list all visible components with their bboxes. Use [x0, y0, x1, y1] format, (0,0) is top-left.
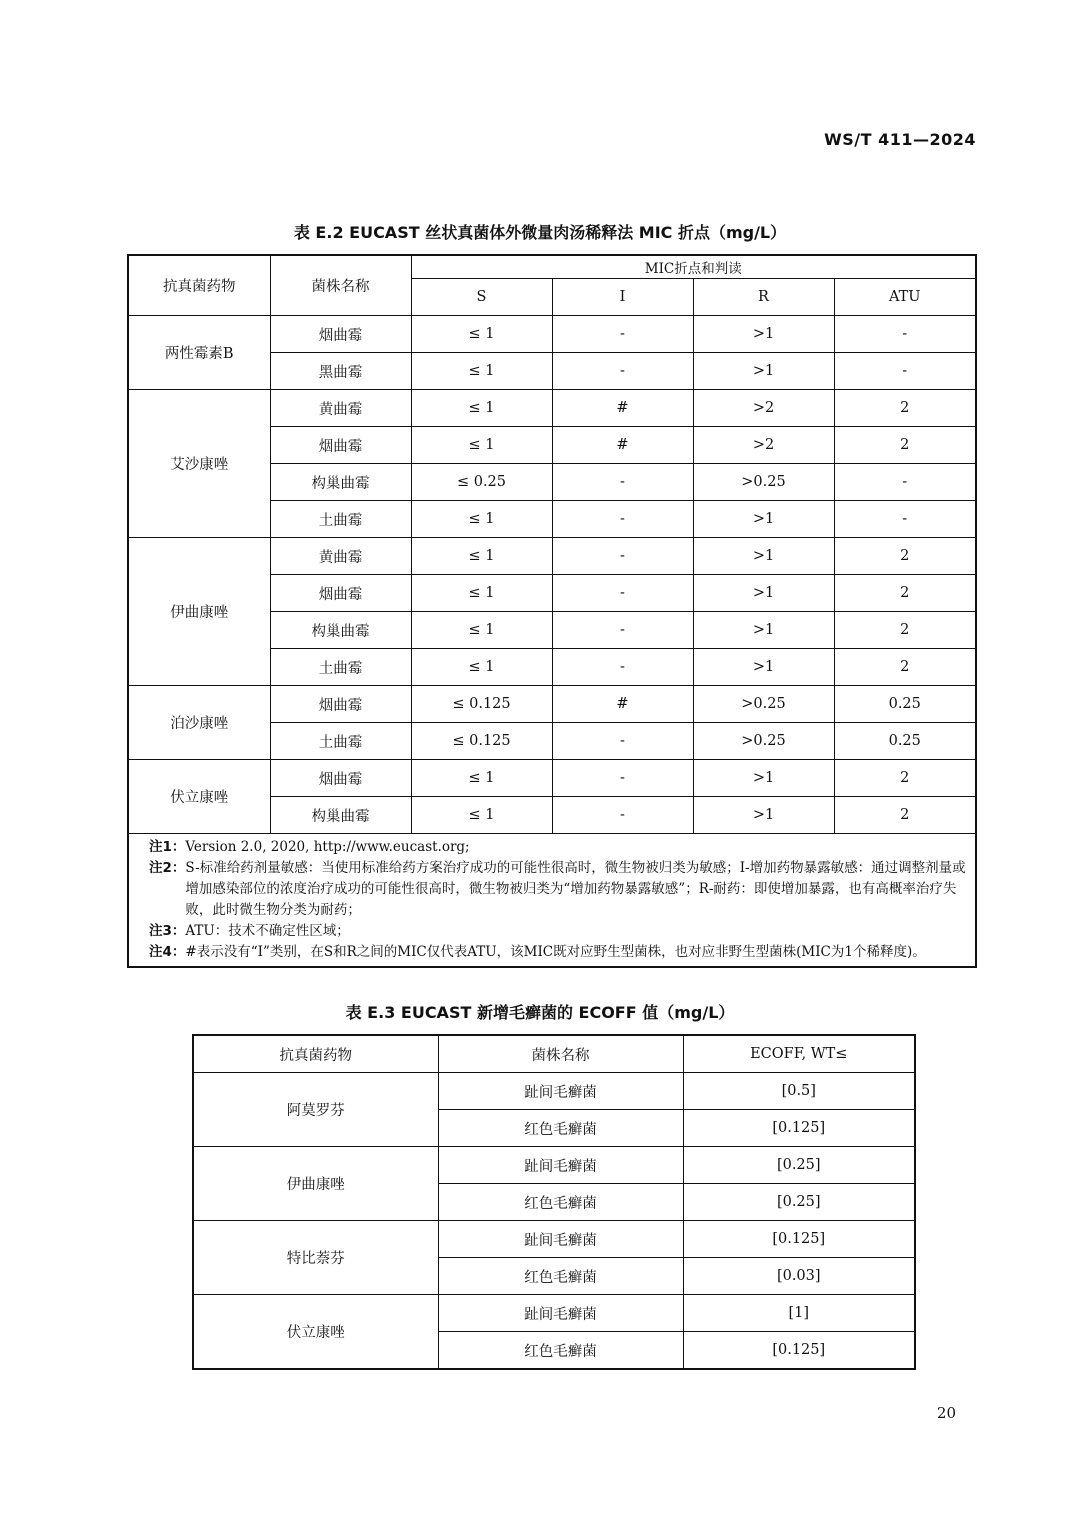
strain-name: 构巢曲霉 [270, 612, 411, 649]
value-r: >0.25 [693, 464, 834, 501]
strain-name: 黄曲霉 [270, 538, 411, 575]
strain-name: 烟曲霉 [270, 427, 411, 464]
value-s: ≤ 1 [411, 575, 552, 612]
note-text: #表示没有“I”类别，在S和R之间的MIC仅代表ATU，该MIC既对应野生型菌株，也对应非野生型菌株(MIC为1个稀释度)。 [185, 944, 926, 960]
note [149, 858, 973, 921]
header-drug: 抗真菌药物 [193, 1035, 438, 1073]
strain-name: 烟曲霉 [270, 760, 411, 797]
value-s: ≤ 1 [411, 760, 552, 797]
table-e3-caption: 表 E.3 EUCAST 新增毛癣菌的 ECOFF 值（mg/L） [345, 1003, 735, 1022]
value-atu: 2 [834, 427, 976, 464]
value-r: >1 [693, 575, 834, 612]
value-i: # [552, 427, 693, 464]
value-s: ≤ 0.25 [411, 464, 552, 501]
value-s: ≤ 1 [411, 316, 552, 353]
header-i: I [552, 279, 693, 316]
value-r: >2 [693, 390, 834, 427]
value-ecoff: [0.125] [683, 1332, 915, 1370]
value-atu: - [834, 501, 976, 538]
value-ecoff: [0.25] [683, 1184, 915, 1221]
strain-name: 趾间毛癣菌 [438, 1147, 683, 1184]
value-atu: 2 [834, 390, 976, 427]
notes-row [128, 834, 976, 968]
value-s: ≤ 0.125 [411, 686, 552, 723]
value-atu: 2 [834, 649, 976, 686]
strain-name: 红色毛癣菌 [438, 1110, 683, 1147]
note-label: 注4： [149, 944, 186, 960]
strain-name: 红色毛癣菌 [438, 1332, 683, 1370]
value-r: >1 [693, 612, 834, 649]
value-atu: - [834, 353, 976, 390]
table-row [193, 1073, 915, 1110]
value-i: - [552, 464, 693, 501]
table-row [128, 686, 976, 723]
value-s: ≤ 1 [411, 501, 552, 538]
header-atu: ATU [834, 279, 976, 316]
value-atu: 2 [834, 797, 976, 834]
value-atu: 2 [834, 575, 976, 612]
note [149, 921, 973, 942]
drug-name: 两性霉素B [128, 316, 270, 390]
value-i: - [552, 760, 693, 797]
table-row [193, 1147, 915, 1184]
table-row [128, 760, 976, 797]
header-ecoff: ECOFF, WT≤ [683, 1035, 915, 1073]
value-ecoff: [0.125] [683, 1110, 915, 1147]
note-text: ATU：技术不确定性区域； [185, 923, 350, 939]
table-e2-mic-breakpoints [127, 254, 977, 968]
value-i: - [552, 649, 693, 686]
strain-name: 烟曲霉 [270, 316, 411, 353]
value-atu: 0.25 [834, 723, 976, 760]
table-row [193, 1295, 915, 1332]
value-ecoff: [0.125] [683, 1221, 915, 1258]
table-row [128, 316, 976, 353]
value-i: - [552, 575, 693, 612]
strain-name: 构巢曲霉 [270, 464, 411, 501]
value-ecoff: [0.03] [683, 1258, 915, 1295]
value-r: >1 [693, 649, 834, 686]
drug-name: 艾沙康唑 [128, 390, 270, 538]
value-i: - [552, 501, 693, 538]
value-r: >0.25 [693, 723, 834, 760]
strain-name: 构巢曲霉 [270, 797, 411, 834]
strain-name: 红色毛癣菌 [438, 1184, 683, 1221]
strain-name: 黄曲霉 [270, 390, 411, 427]
value-r: >1 [693, 760, 834, 797]
value-s: ≤ 1 [411, 538, 552, 575]
drug-name: 特比萘芬 [193, 1221, 438, 1295]
header-strain: 菌株名称 [270, 255, 411, 316]
value-s: ≤ 1 [411, 353, 552, 390]
header-drug: 抗真菌药物 [128, 255, 270, 316]
drug-name: 伏立康唑 [193, 1295, 438, 1370]
value-r: >1 [693, 538, 834, 575]
value-s: ≤ 1 [411, 427, 552, 464]
value-atu: 2 [834, 760, 976, 797]
value-i: - [552, 612, 693, 649]
strain-name: 趾间毛癣菌 [438, 1073, 683, 1110]
value-atu: 2 [834, 538, 976, 575]
note-text: Version 2.0, 2020, http://www.eucast.org; [185, 839, 470, 855]
value-atu: - [834, 316, 976, 353]
drug-name: 泊沙康唑 [128, 686, 270, 760]
value-atu: - [834, 464, 976, 501]
value-i: - [552, 723, 693, 760]
note-text: S-标准给药剂量敏感：当使用标准给药方案治疗成功的可能性很高时，微生物被归类为敏感；I-增加药物暴露敏感：通过调整剂量或增加感染部位的浓度治疗成功的可能性很高时，微生物被归类为“增加药物暴露敏感”；R-耐药：即使增加暴露，也有高概率治疗失败，此时微生物分类为耐药； [185, 860, 966, 918]
table-row [193, 1221, 915, 1258]
value-i: # [552, 686, 693, 723]
strain-name: 土曲霉 [270, 723, 411, 760]
value-i: - [552, 538, 693, 575]
note-label: 注3： [149, 923, 186, 939]
page-number: 20 [936, 1404, 956, 1422]
value-r: >1 [693, 353, 834, 390]
note-label: 注1： [149, 839, 186, 855]
table-row [128, 538, 976, 575]
table-notes [128, 834, 976, 968]
strain-name: 黑曲霉 [270, 353, 411, 390]
strain-name: 趾间毛癣菌 [438, 1221, 683, 1258]
value-i: # [552, 390, 693, 427]
value-s: ≤ 1 [411, 797, 552, 834]
table-e3-ecoff [192, 1034, 916, 1370]
note [149, 837, 973, 858]
table-row [128, 390, 976, 427]
value-ecoff: [0.5] [683, 1073, 915, 1110]
strain-name: 土曲霉 [270, 649, 411, 686]
header-s: S [411, 279, 552, 316]
strain-name: 烟曲霉 [270, 575, 411, 612]
strain-name: 烟曲霉 [270, 686, 411, 723]
value-s: ≤ 1 [411, 390, 552, 427]
value-r: >1 [693, 316, 834, 353]
value-ecoff: [1] [683, 1295, 915, 1332]
header-mic-group: MIC折点和判读 [411, 255, 976, 279]
value-s: ≤ 0.125 [411, 723, 552, 760]
note [149, 942, 973, 963]
strain-name: 土曲霉 [270, 501, 411, 538]
drug-name: 伏立康唑 [128, 760, 270, 834]
note-label: 注2： [149, 860, 186, 876]
value-s: ≤ 1 [411, 649, 552, 686]
value-i: - [552, 797, 693, 834]
value-ecoff: [0.25] [683, 1147, 915, 1184]
header-strain: 菌株名称 [438, 1035, 683, 1073]
strain-name: 红色毛癣菌 [438, 1258, 683, 1295]
value-atu: 0.25 [834, 686, 976, 723]
value-r: >0.25 [693, 686, 834, 723]
value-s: ≤ 1 [411, 612, 552, 649]
value-atu: 2 [834, 612, 976, 649]
value-i: - [552, 316, 693, 353]
drug-name: 伊曲康唑 [128, 538, 270, 686]
drug-name: 阿莫罗芬 [193, 1073, 438, 1147]
value-r: >2 [693, 427, 834, 464]
drug-name: 伊曲康唑 [193, 1147, 438, 1221]
strain-name: 趾间毛癣菌 [438, 1295, 683, 1332]
header-r: R [693, 279, 834, 316]
table-e2-caption: 表 E.2 EUCAST 丝状真菌体外微量肉汤稀释法 MIC 折点（mg/L） [293, 223, 787, 242]
value-r: >1 [693, 797, 834, 834]
value-i: - [552, 353, 693, 390]
value-r: >1 [693, 501, 834, 538]
standard-code: WS/T 411—2024 [824, 130, 976, 149]
